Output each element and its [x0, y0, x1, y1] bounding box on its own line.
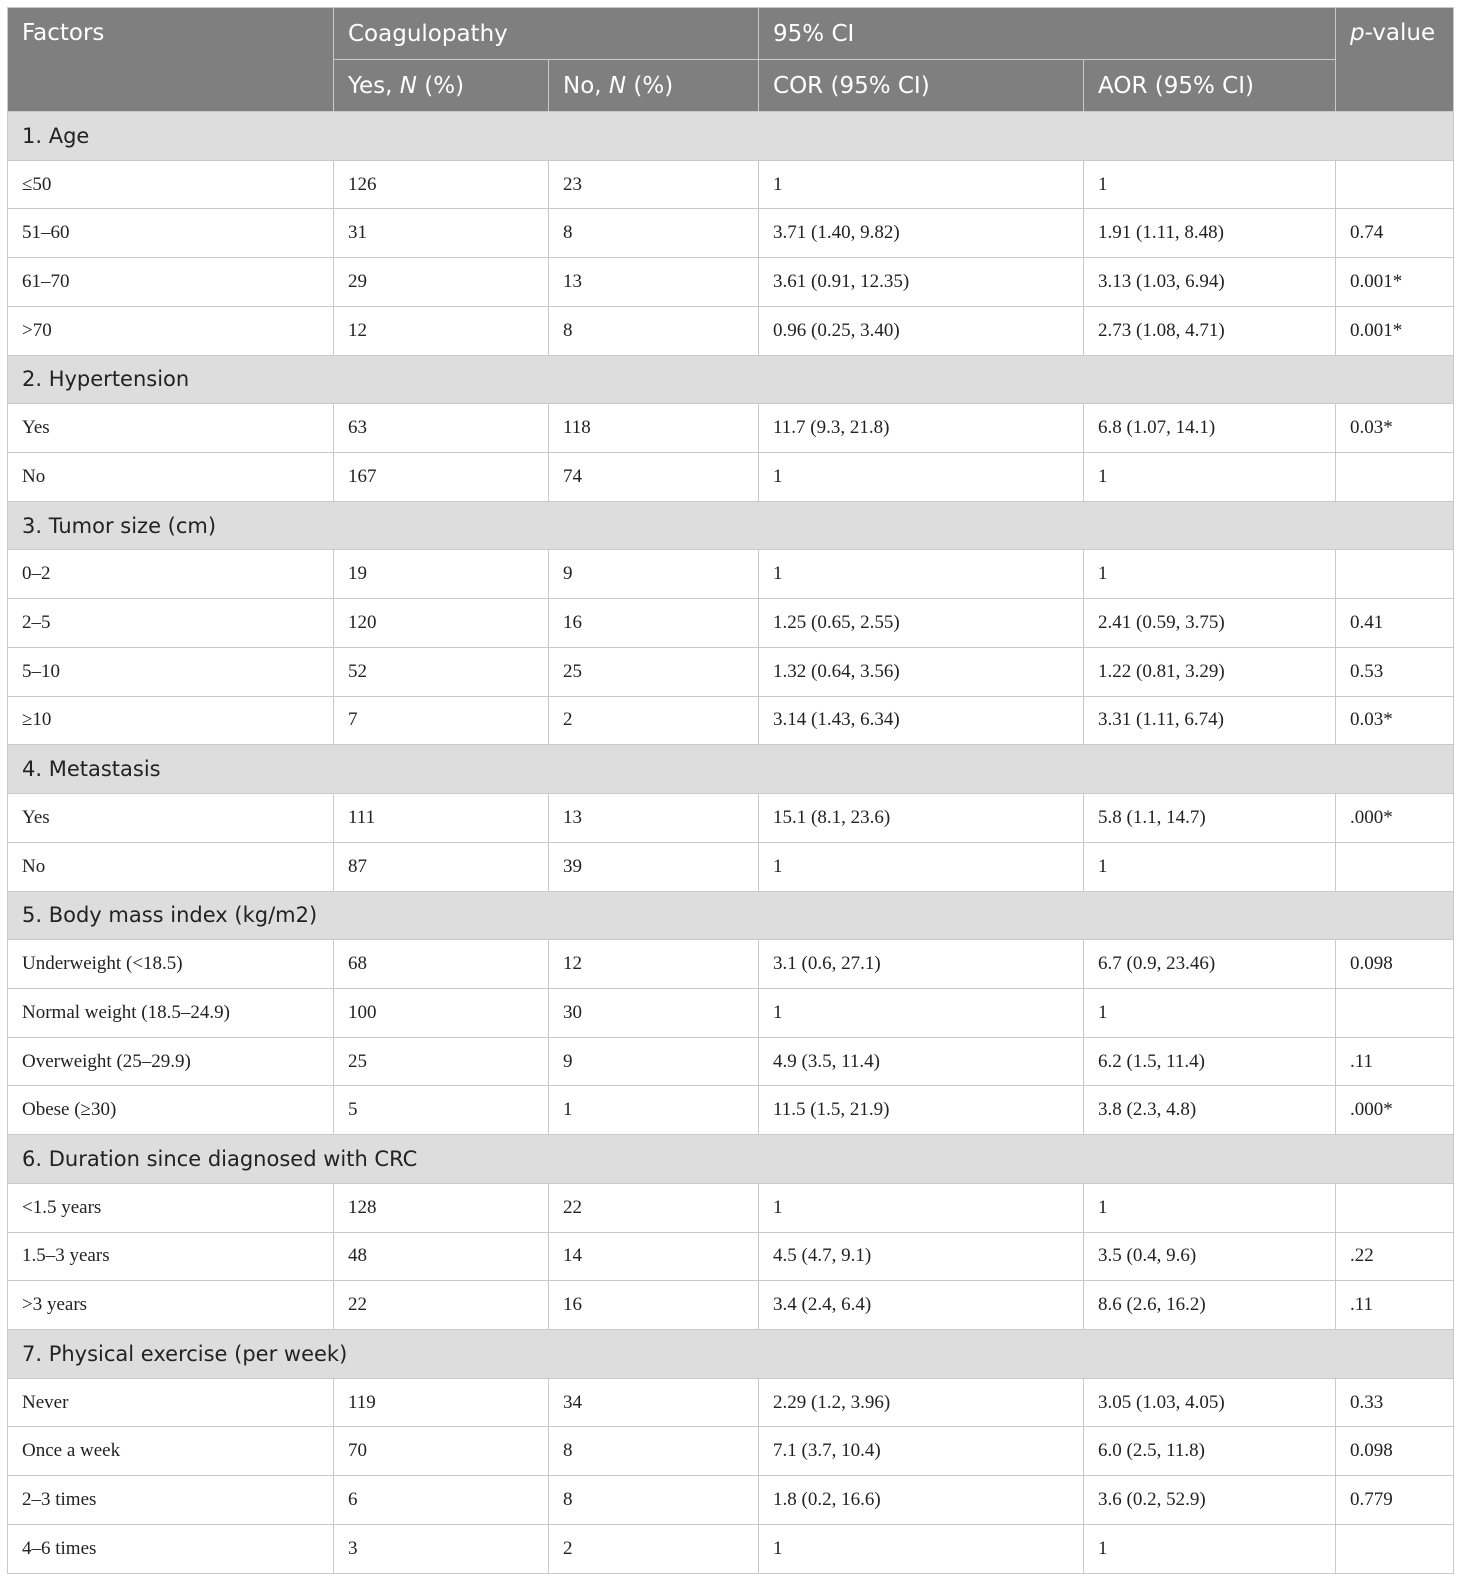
aor-cell: 2.41 (0.59, 3.75): [1084, 599, 1336, 648]
aor-cell: 1: [1084, 453, 1336, 502]
header-factors: Factors: [8, 8, 334, 112]
aor-cell: 5.8 (1.1, 14.7): [1084, 794, 1336, 843]
yes-count-cell: 19: [334, 550, 549, 599]
table-row: [8, 1524, 1454, 1573]
table-body: [8, 112, 1454, 1574]
section-title: 2. Hypertension: [8, 355, 1454, 404]
factor-cell: Never: [8, 1378, 334, 1427]
header-pvalue: [1336, 8, 1454, 112]
yes-count-cell: 100: [334, 988, 549, 1037]
aor-cell: 3.05 (1.03, 4.05): [1084, 1378, 1336, 1427]
aor-cell: 6.7 (0.9, 23.46): [1084, 940, 1336, 989]
aor-cell: 6.2 (1.5, 11.4): [1084, 1037, 1336, 1086]
factor-cell: 2–5: [8, 599, 334, 648]
pvalue-cell: [1336, 842, 1454, 891]
table-row: [8, 1281, 1454, 1330]
header-pvalue-rest: -value: [1364, 20, 1436, 46]
table-row: [8, 306, 1454, 355]
cor-cell: 4.9 (3.5, 11.4): [759, 1037, 1084, 1086]
no-count-cell: 16: [549, 1281, 759, 1330]
cor-cell: 1: [759, 453, 1084, 502]
factor-cell: <1.5 years: [8, 1183, 334, 1232]
pvalue-cell: 0.03*: [1336, 696, 1454, 745]
table-row: [8, 647, 1454, 696]
cor-cell: 11.7 (9.3, 21.8): [759, 404, 1084, 453]
yes-count-cell: 128: [334, 1183, 549, 1232]
yes-count-cell: 29: [334, 258, 549, 307]
factor-cell: 1.5–3 years: [8, 1232, 334, 1281]
factor-cell: No: [8, 453, 334, 502]
header-row-1: [8, 8, 1454, 60]
cor-cell: 1: [759, 1183, 1084, 1232]
cor-cell: 3.61 (0.91, 12.35): [759, 258, 1084, 307]
factor-cell: Yes: [8, 794, 334, 843]
section-header-row: [8, 355, 1454, 404]
cor-cell: 3.71 (1.40, 9.82): [759, 209, 1084, 258]
aor-cell: 1: [1084, 550, 1336, 599]
section-title: 1. Age: [8, 112, 1454, 161]
section-title: 4. Metastasis: [8, 745, 1454, 794]
section-header-row: [8, 501, 1454, 550]
cor-cell: 1: [759, 160, 1084, 209]
factor-cell: Yes: [8, 404, 334, 453]
header-no-pct: (%): [626, 72, 674, 99]
factor-cell: ≥10: [8, 696, 334, 745]
yes-count-cell: 7: [334, 696, 549, 745]
data-table: [7, 7, 1454, 1574]
header-yes: [334, 60, 549, 112]
factor-cell: 2–3 times: [8, 1476, 334, 1525]
yes-count-cell: 68: [334, 940, 549, 989]
no-count-cell: 8: [549, 1476, 759, 1525]
yes-count-cell: 87: [334, 842, 549, 891]
pvalue-cell: .11: [1336, 1281, 1454, 1330]
table-header: [8, 8, 1454, 112]
cor-cell: 7.1 (3.7, 10.4): [759, 1427, 1084, 1476]
no-count-cell: 12: [549, 940, 759, 989]
pvalue-cell: 0.098: [1336, 1427, 1454, 1476]
factor-cell: >3 years: [8, 1281, 334, 1330]
aor-cell: 3.5 (0.4, 9.6): [1084, 1232, 1336, 1281]
table-row: [8, 599, 1454, 648]
cor-cell: 1: [759, 988, 1084, 1037]
header-coagulopathy: Coagulopathy: [334, 8, 759, 60]
aor-cell: 1.22 (0.81, 3.29): [1084, 647, 1336, 696]
no-count-cell: 2: [549, 1524, 759, 1573]
header-no-prefix: No,: [563, 72, 609, 99]
table-row: [8, 258, 1454, 307]
table-row: [8, 1086, 1454, 1135]
no-count-cell: 74: [549, 453, 759, 502]
pvalue-cell: [1336, 1524, 1454, 1573]
factor-cell: 61–70: [8, 258, 334, 307]
aor-cell: 3.31 (1.11, 6.74): [1084, 696, 1336, 745]
aor-cell: 2.73 (1.08, 4.71): [1084, 306, 1336, 355]
pvalue-cell: [1336, 1183, 1454, 1232]
cor-cell: 1: [759, 1524, 1084, 1573]
header-pvalue-italic: p: [1350, 20, 1365, 46]
pvalue-cell: .22: [1336, 1232, 1454, 1281]
header-no: [549, 60, 759, 112]
yes-count-cell: 119: [334, 1378, 549, 1427]
aor-cell: 3.13 (1.03, 6.94): [1084, 258, 1336, 307]
aor-cell: 1: [1084, 988, 1336, 1037]
section-title: 6. Duration since diagnosed with CRC: [8, 1135, 1454, 1184]
pvalue-cell: 0.41: [1336, 599, 1454, 648]
header-95ci: 95% CI: [759, 8, 1336, 60]
table-row: [8, 1476, 1454, 1525]
section-title: 3. Tumor size (cm): [8, 501, 1454, 550]
cor-cell: 1.32 (0.64, 3.56): [759, 647, 1084, 696]
no-count-cell: 9: [549, 550, 759, 599]
yes-count-cell: 5: [334, 1086, 549, 1135]
pvalue-cell: 0.74: [1336, 209, 1454, 258]
pvalue-cell: [1336, 453, 1454, 502]
yes-count-cell: 3: [334, 1524, 549, 1573]
table-row: [8, 1378, 1454, 1427]
cor-cell: 1.8 (0.2, 16.6): [759, 1476, 1084, 1525]
table-row: [8, 1232, 1454, 1281]
cor-cell: 3.14 (1.43, 6.34): [759, 696, 1084, 745]
no-count-cell: 22: [549, 1183, 759, 1232]
no-count-cell: 2: [549, 696, 759, 745]
header-yes-n: N: [399, 72, 417, 99]
yes-count-cell: 126: [334, 160, 549, 209]
table-row: [8, 940, 1454, 989]
factor-cell: Obese (≥30): [8, 1086, 334, 1135]
yes-count-cell: 6: [334, 1476, 549, 1525]
yes-count-cell: 12: [334, 306, 549, 355]
section-title: 5. Body mass index (kg/m2): [8, 891, 1454, 940]
cor-cell: 1: [759, 550, 1084, 599]
factor-cell: Once a week: [8, 1427, 334, 1476]
no-count-cell: 14: [549, 1232, 759, 1281]
no-count-cell: 8: [549, 306, 759, 355]
factor-cell: 5–10: [8, 647, 334, 696]
cor-cell: 1.25 (0.65, 2.55): [759, 599, 1084, 648]
table-row: [8, 696, 1454, 745]
table-row: [8, 404, 1454, 453]
section-header-row: [8, 1135, 1454, 1184]
no-count-cell: 8: [549, 1427, 759, 1476]
header-aor: AOR (95% CI): [1084, 60, 1336, 112]
cor-cell: 1: [759, 842, 1084, 891]
no-count-cell: 13: [549, 258, 759, 307]
table-row: [8, 842, 1454, 891]
table-row: [8, 1183, 1454, 1232]
table-row: [8, 209, 1454, 258]
aor-cell: 1: [1084, 842, 1336, 891]
yes-count-cell: 70: [334, 1427, 549, 1476]
yes-count-cell: 52: [334, 647, 549, 696]
pvalue-cell: 0.001*: [1336, 306, 1454, 355]
factor-cell: Overweight (25–29.9): [8, 1037, 334, 1086]
no-count-cell: 25: [549, 647, 759, 696]
no-count-cell: 13: [549, 794, 759, 843]
yes-count-cell: 63: [334, 404, 549, 453]
pvalue-cell: 0.53: [1336, 647, 1454, 696]
pvalue-cell: 0.001*: [1336, 258, 1454, 307]
aor-cell: 8.6 (2.6, 16.2): [1084, 1281, 1336, 1330]
pvalue-cell: [1336, 160, 1454, 209]
section-header-row: [8, 1329, 1454, 1378]
no-count-cell: 8: [549, 209, 759, 258]
factor-cell: Underweight (<18.5): [8, 940, 334, 989]
no-count-cell: 39: [549, 842, 759, 891]
cor-cell: 3.1 (0.6, 27.1): [759, 940, 1084, 989]
cor-cell: 3.4 (2.4, 6.4): [759, 1281, 1084, 1330]
aor-cell: 1: [1084, 1183, 1336, 1232]
pvalue-cell: .000*: [1336, 794, 1454, 843]
pvalue-cell: 0.03*: [1336, 404, 1454, 453]
aor-cell: 1.91 (1.11, 8.48): [1084, 209, 1336, 258]
header-yes-prefix: Yes,: [348, 72, 400, 99]
no-count-cell: 118: [549, 404, 759, 453]
factor-cell: Normal weight (18.5–24.9): [8, 988, 334, 1037]
factor-cell: 4–6 times: [8, 1524, 334, 1573]
yes-count-cell: 111: [334, 794, 549, 843]
factor-cell: >70: [8, 306, 334, 355]
aor-cell: 6.0 (2.5, 11.8): [1084, 1427, 1336, 1476]
yes-count-cell: 120: [334, 599, 549, 648]
factor-cell: ≤50: [8, 160, 334, 209]
cor-cell: 4.5 (4.7, 9.1): [759, 1232, 1084, 1281]
table-row: [8, 550, 1454, 599]
yes-count-cell: 25: [334, 1037, 549, 1086]
no-count-cell: 23: [549, 160, 759, 209]
pvalue-cell: [1336, 988, 1454, 1037]
table-row: [8, 160, 1454, 209]
no-count-cell: 1: [549, 1086, 759, 1135]
section-header-row: [8, 112, 1454, 161]
no-count-cell: 16: [549, 599, 759, 648]
factor-cell: 51–60: [8, 209, 334, 258]
section-title: 7. Physical exercise (per week): [8, 1329, 1454, 1378]
cor-cell: 0.96 (0.25, 3.40): [759, 306, 1084, 355]
aor-cell: 1: [1084, 1524, 1336, 1573]
header-cor: COR (95% CI): [759, 60, 1084, 112]
yes-count-cell: 31: [334, 209, 549, 258]
pvalue-cell: 0.779: [1336, 1476, 1454, 1525]
cor-cell: 15.1 (8.1, 23.6): [759, 794, 1084, 843]
pvalue-cell: [1336, 550, 1454, 599]
no-count-cell: 9: [549, 1037, 759, 1086]
no-count-cell: 34: [549, 1378, 759, 1427]
yes-count-cell: 48: [334, 1232, 549, 1281]
table-row: [8, 794, 1454, 843]
yes-count-cell: 167: [334, 453, 549, 502]
yes-count-cell: 22: [334, 1281, 549, 1330]
aor-cell: 1: [1084, 160, 1336, 209]
table-row: [8, 988, 1454, 1037]
pvalue-cell: .11: [1336, 1037, 1454, 1086]
cor-cell: 2.29 (1.2, 3.96): [759, 1378, 1084, 1427]
section-header-row: [8, 891, 1454, 940]
header-no-n: N: [608, 72, 627, 99]
pvalue-cell: 0.098: [1336, 940, 1454, 989]
aor-cell: 3.8 (2.3, 4.8): [1084, 1086, 1336, 1135]
header-yes-pct: (%): [416, 72, 465, 99]
aor-cell: 6.8 (1.07, 14.1): [1084, 404, 1336, 453]
pvalue-cell: 0.33: [1336, 1378, 1454, 1427]
factor-cell: No: [8, 842, 334, 891]
pvalue-cell: .000*: [1336, 1086, 1454, 1135]
factor-cell: 0–2: [8, 550, 334, 599]
no-count-cell: 30: [549, 988, 759, 1037]
aor-cell: 3.6 (0.2, 52.9): [1084, 1476, 1336, 1525]
cor-cell: 11.5 (1.5, 21.9): [759, 1086, 1084, 1135]
table-row: [8, 1037, 1454, 1086]
section-header-row: [8, 745, 1454, 794]
table-row: [8, 453, 1454, 502]
table-row: [8, 1427, 1454, 1476]
